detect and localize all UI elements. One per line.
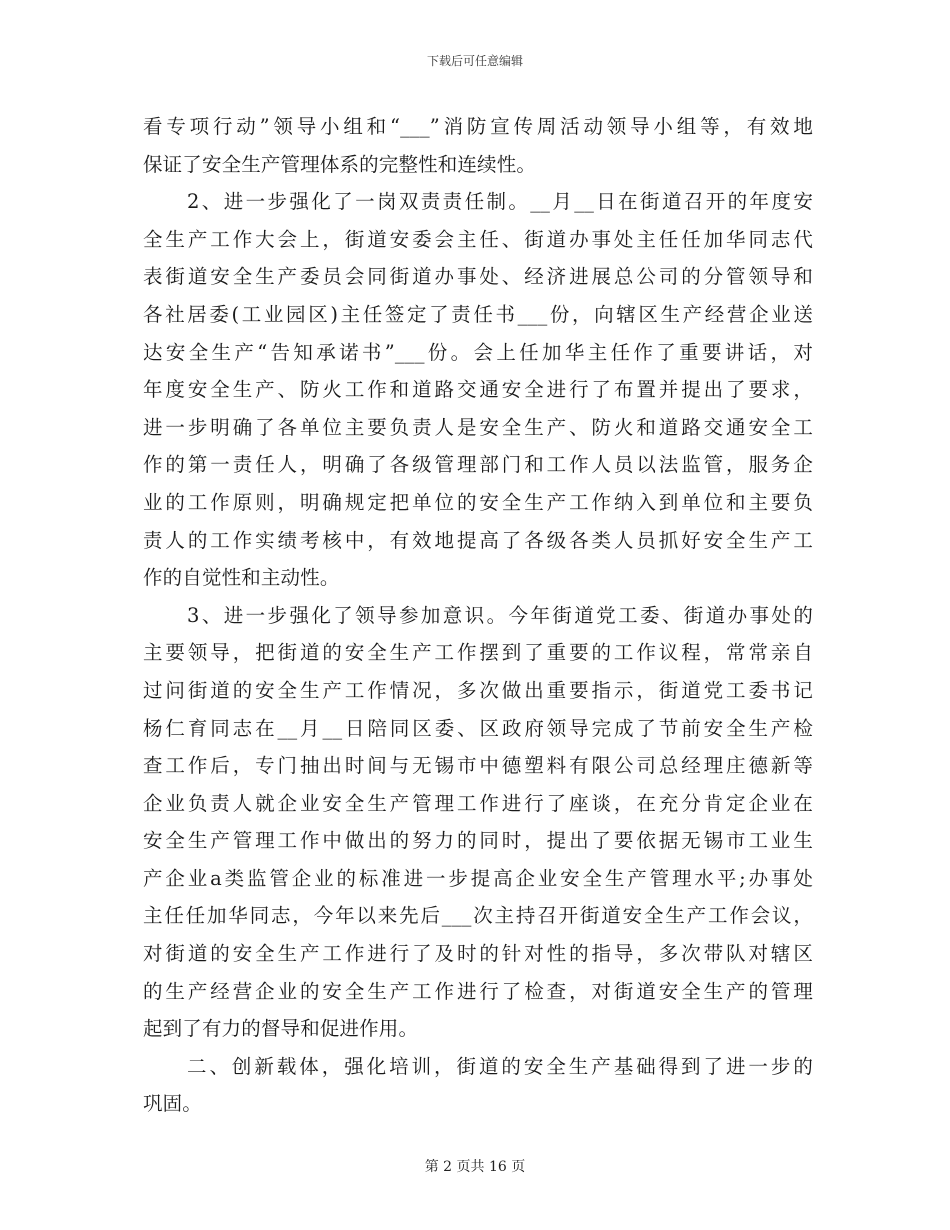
text-line: 责人的工作实绩考核中，有效地提高了各级各类人员抓好安全生产工: [143, 528, 813, 552]
text-line: 对街道的安全生产工作进行了及时的针对性的指导，多次带队对辖区: [143, 942, 813, 966]
text-line: 年度安全生产、防火工作和道路交通安全进行了布置并提出了要求，: [143, 378, 813, 402]
text-line: 杨仁育同志在__月__日陪同区委、区政府领导完成了节前安全生产检: [143, 716, 813, 740]
text-line: 看专项行动”领导小组和“___”消防宣传周活动领导小组等，有效地: [143, 115, 813, 138]
text-line: 的生产经营企业的安全生产工作进行了检查，对街道安全生产的管理: [143, 979, 813, 1003]
text-line: 各社居委(工业园区)主任签定了责任书___份，向辖区生产经营企业送: [143, 302, 813, 326]
document-body: [143, 108, 813, 1123]
text-line: 作的自觉性和主动性。: [143, 566, 340, 590]
text-line: 巩固。: [143, 1092, 202, 1116]
text-line: 作的第一责任人，明确了各级管理部门和工作人员以法监管，服务企: [143, 453, 813, 477]
page-number: 第 2 页共 16 页: [424, 1159, 526, 1175]
paragraph-start-line: 2、进一步强化了一岗双责责任制。__月__日在街道召开的年度安: [187, 190, 813, 214]
text-line: 查工作后，专门抽出时间与无锡市中德塑料有限公司总经理庄德新等: [143, 754, 813, 778]
text-line: 表街道安全生产委员会同街道办事处、经济进展总公司的分管领导和: [143, 265, 813, 289]
text-line: 主任任加华同志，今年以来先后___次主持召开街道安全生产工作会议，: [143, 904, 813, 928]
page-header-note: 下载后可任意编辑: [426, 54, 523, 68]
text-line: 保证了安全生产管理体系的完整性和连续性。: [143, 152, 537, 176]
text-line: 安全生产管理工作中做出的努力的同时，提出了要依据无锡市工业生: [143, 829, 813, 853]
section-heading-line: 二、创新载体，强化培训，街道的安全生产基础得到了进一步的: [187, 1054, 813, 1078]
text-line: 主要领导，把街道的安全生产工作摆到了重要的工作议程，常常亲自: [143, 641, 813, 665]
text-line: 达安全生产“告知承诺书”___份。会上任加华主任作了重要讲话，对: [143, 340, 813, 364]
text-line: 过问街道的安全生产工作情况，多次做出重要指示，街道党工委书记: [143, 678, 813, 702]
text-line: 进一步明确了各单位主要负责人是安全生产、防火和道路交通安全工: [143, 415, 813, 439]
paragraph-start-line: 3、进一步强化了领导参加意识。今年街道党工委、街道办事处的: [187, 603, 813, 627]
text-line: 全生产工作大会上，街道安委会主任、街道办事处主任任加华同志代: [143, 227, 813, 251]
text-line: 企业负责人就企业安全生产管理工作进行了座谈，在充分肯定企业在: [143, 791, 813, 815]
text-line: 产企业a类监管企业的标准进一步提高企业安全生产管理水平;办事处: [143, 866, 813, 890]
text-line: 业的工作原则，明确规定把单位的安全生产工作纳入到单位和主要负: [143, 490, 813, 514]
text-line: 起到了有力的督导和促进作用。: [143, 1017, 419, 1041]
